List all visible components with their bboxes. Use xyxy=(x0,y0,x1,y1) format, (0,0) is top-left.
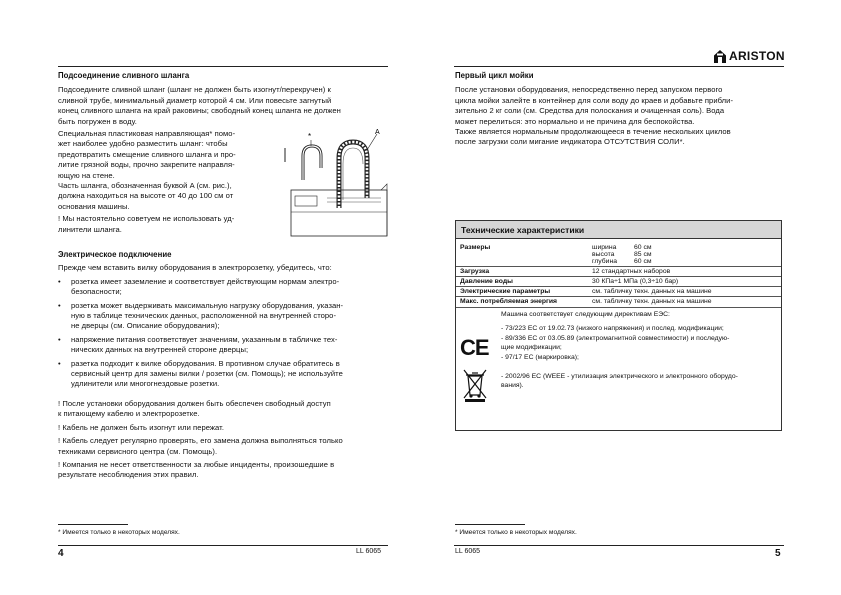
text-line: ! Компания не несет ответственности за любые инциденты, произошедшие в xyxy=(58,460,335,470)
table-row xyxy=(456,277,781,287)
tech-spec-box xyxy=(455,220,782,431)
safety-notes xyxy=(58,399,393,484)
spec-value: 30 КПа÷1 МПа (0,3÷10 бар) xyxy=(588,277,781,287)
left-top-rule xyxy=(58,66,388,67)
ce-mark-icon xyxy=(460,336,490,358)
house-logo-icon xyxy=(714,50,726,63)
directive-line: - 73/223 EC от 19.02.73 (низкого напряжения) и послед. модификации; xyxy=(501,325,724,332)
note xyxy=(58,460,393,481)
text-line: Также является нормальным продолжающееся в течение нескольких циклов xyxy=(455,127,731,137)
text-line: может перелиться: это нормально и не причина для беспокойства. xyxy=(455,116,695,126)
text-line: основания машины. xyxy=(58,201,130,211)
electrical-intro: Прежде чем вставить вилку оборудования в электророзетку, убедитесь, что: xyxy=(58,263,332,273)
left-page-number: 4 xyxy=(58,548,64,559)
text-line: • разетка подходит к вилке оборудования. В противном случае обратитесь в xyxy=(71,358,340,368)
directives-list xyxy=(501,324,738,391)
dim-name: высота xyxy=(592,251,615,258)
spec-value: 12 стандартных наборов xyxy=(588,267,781,277)
drain-hose-figure xyxy=(281,128,389,240)
text-line: быть погружен в воду. xyxy=(58,116,137,126)
dim-name: глубина xyxy=(592,258,617,265)
text-line: линители шланга. xyxy=(58,224,122,234)
text-line: ! Кабель не должен быть изогнут или пережат. xyxy=(58,422,225,432)
left-bottom-rule xyxy=(58,545,388,546)
spec-label: Загрузка xyxy=(456,267,588,277)
dim-value: 60 см xyxy=(634,258,652,265)
directive-line: - 89/336 EC от 03.05.89 (электромагнитной совместимости) и последую- xyxy=(501,334,730,342)
list-item xyxy=(58,359,393,390)
figure-a-label: A xyxy=(375,129,380,136)
directives-area xyxy=(456,308,781,408)
drain-paragraph-4 xyxy=(58,214,278,235)
dim-value: 60 см xyxy=(634,244,652,251)
drain-paragraph-3 xyxy=(58,181,278,212)
directive-line: - 2002/96 EC (WEEE - утилизация электрического и электронного оборудо- xyxy=(501,372,738,380)
directive-line: щие модификации; xyxy=(501,344,562,351)
list-item xyxy=(58,277,393,298)
text-line: ную в таблице технических данных, расположенной на внутренней сторо- xyxy=(71,311,337,321)
table-row xyxy=(456,243,781,267)
text-line: сервисный центр для замены вилки / розетки (см. Помощь); не используйте xyxy=(71,369,343,379)
text-line: техниками сервисного центра (см. Помощь). xyxy=(58,446,218,456)
left-model: LL 6065 xyxy=(356,548,382,555)
dims-cell xyxy=(588,243,781,267)
first-cycle-title: Первый цикл мойки xyxy=(455,71,534,80)
text-line: к питающему кабелю и электророзетке. xyxy=(58,409,200,419)
text-line: • розетка имеет заземление и соответствует действующим нормам электро- xyxy=(71,276,340,286)
figure-star-label: * xyxy=(308,132,312,141)
dim-name: ширина xyxy=(592,244,617,251)
text-line: конец сливного шланга на край раковины; свободный конец шланга не должен xyxy=(58,106,341,116)
text-line: нических данных на внутренней стороне дверцы; xyxy=(71,345,249,355)
spec-label: Давление воды xyxy=(456,277,588,287)
drain-section xyxy=(58,71,393,127)
drain-paragraph-2 xyxy=(58,129,278,181)
text-line: не дверцы (см. Описание оборудования); xyxy=(71,321,220,331)
brand-logo xyxy=(714,49,785,63)
text-line: после загрузки соли мигание индикатора ОТСУТСТВИЯ СОЛИ*. xyxy=(455,137,685,147)
directive-line: - 97/17 EC (маркировка); xyxy=(501,353,579,361)
left-footnote: * Имеется только в некоторых моделях. xyxy=(58,529,180,536)
tech-spec-title: Технические характеристики xyxy=(461,224,585,235)
text-line: Подсоедините сливной шланг (шланг не должен быть изогнут/перекручен) к xyxy=(58,85,331,95)
ce-mark-text: CE xyxy=(460,336,489,358)
text-line: должна находиться на высоте от 40 до 100 см от xyxy=(58,191,234,201)
note xyxy=(58,436,393,457)
table-row xyxy=(456,287,781,297)
text-line: Часть шланга, обозначенная буквой A (см. рис.), xyxy=(58,181,232,191)
text-line: ! Мы настоятельно советуем не использовать уд- xyxy=(58,214,235,224)
text-line: удлинители или многогнездовые розетки. xyxy=(71,379,220,389)
text-line: результате несоблюдения этих правил. xyxy=(58,470,199,480)
text-line: • напряжение питания соответствует значениям, указанным в табличке тех- xyxy=(71,334,338,344)
text-line: предотвратить смещение сливного шланга и про- xyxy=(58,149,236,159)
note xyxy=(58,399,393,420)
right-model: LL 6065 xyxy=(455,548,481,555)
text-line: Специальная пластиковая направляющая* помо- xyxy=(58,129,236,138)
list-item xyxy=(58,301,393,332)
directive-line: вания). xyxy=(501,382,524,389)
right-footnote: * Имеется только в некоторых моделях. xyxy=(455,529,577,536)
text-line: ! Кабель следует регулярно проверять, его замена должна выполняться только xyxy=(58,436,343,446)
text-line: безопасности; xyxy=(71,287,122,297)
drain-column-text xyxy=(58,129,278,235)
weee-bin-icon xyxy=(462,368,488,402)
drain-title: Подсоединение сливного шланга xyxy=(58,71,190,80)
right-page-number: 5 xyxy=(775,548,781,559)
tech-spec-header xyxy=(456,221,781,239)
note xyxy=(58,423,393,433)
text-line: зительно 2 кг соли (см. Средства для полоскания и очищенная соль). Вода xyxy=(455,106,725,116)
electrical-title: Электрическое подключение xyxy=(58,250,172,259)
left-footnote-rule xyxy=(58,524,128,525)
directive-line xyxy=(501,362,738,372)
text-line: цикла мойки залейте в контейнер для соли воду до краев и добавьте прибли- xyxy=(455,95,734,105)
first-cycle-section xyxy=(455,71,790,148)
electrical-checklist xyxy=(58,277,393,390)
table-row xyxy=(456,267,781,277)
dims-label: Размеры xyxy=(460,244,491,251)
right-footnote-rule xyxy=(455,524,525,525)
text-line: ! После установки оборудования должен быть обеспечен свободный доступ xyxy=(58,399,331,408)
text-line: литие грязной воды, прочно закрепите направля- xyxy=(58,160,235,170)
text-line: • розетка может выдерживать максимальную нагрузку оборудования, указан- xyxy=(71,300,344,310)
directives-intro: Машина соответствует следующим директивам ЕЭС: xyxy=(501,311,670,318)
electrical-section xyxy=(58,250,393,390)
list-item xyxy=(58,335,393,356)
spec-value: см. табличку техн. данных на машине xyxy=(588,297,781,307)
text-line: жет наиболее удобно разместить шланг: чтобы xyxy=(58,139,228,149)
dim-value: 85 см xyxy=(634,251,652,258)
tech-spec-table xyxy=(456,243,781,306)
right-top-rule xyxy=(454,66,784,67)
table-row xyxy=(456,297,781,307)
brand-name: ARISTON xyxy=(729,49,785,63)
spec-value: см. табличку техн. данных на машине xyxy=(588,287,781,297)
right-bottom-rule xyxy=(454,545,784,546)
spec-label: Макс. потребляемая энергия xyxy=(456,297,588,307)
text-line: После установки оборудования, непосредственно перед запуском первого xyxy=(455,85,723,95)
text-line: сливной трубе, минимальный диаметр которой 4 см. Или повесьте загнутый xyxy=(58,95,332,105)
spec-label: Электрические параметры xyxy=(456,287,588,297)
text-line: ющую на стене. xyxy=(58,170,115,180)
drain-paragraph-1 xyxy=(58,85,393,127)
